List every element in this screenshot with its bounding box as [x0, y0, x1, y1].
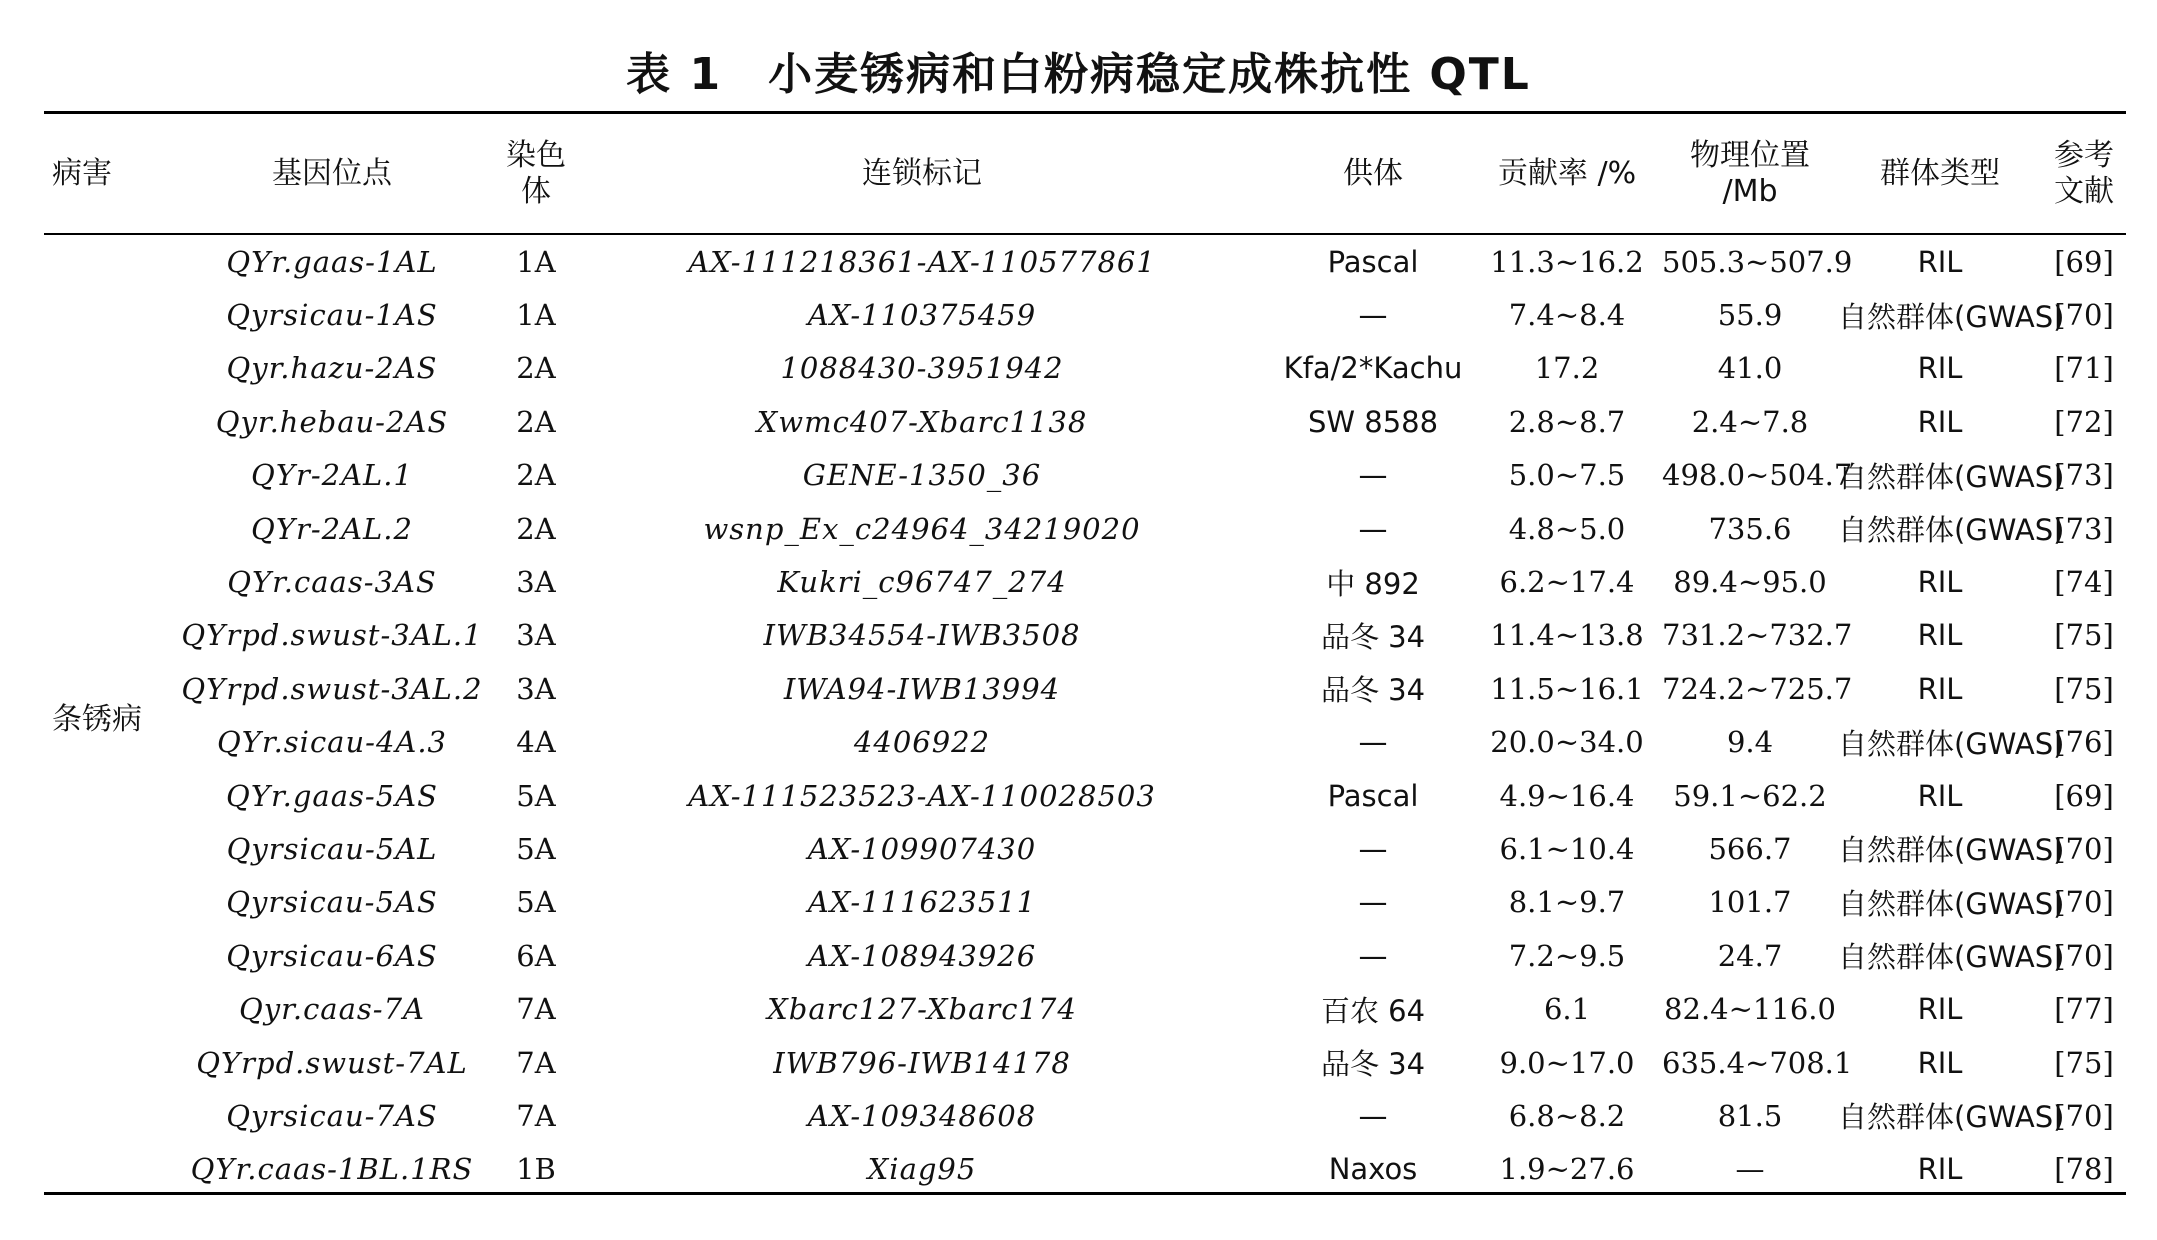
- reference-cell: [77]: [2054, 992, 2114, 1027]
- table-row: [44, 233, 2126, 288]
- population-cell: 自然群体(GWAS): [1838, 886, 2065, 921]
- header-row: [44, 114, 2126, 233]
- qtl-table: [44, 114, 2126, 1196]
- chromosome-cell: 3A: [516, 565, 556, 600]
- marker-cell: AX-109907430: [807, 831, 1037, 866]
- table-row: [44, 502, 2126, 555]
- chromosome-cell: 7A: [516, 1045, 556, 1080]
- marker-cell: IWA94-IWB13994: [783, 671, 1061, 706]
- table-row: [44, 822, 2126, 875]
- population-cell: RIL: [1917, 244, 1963, 279]
- reference-cell: [70]: [2054, 831, 2114, 866]
- table-row: [44, 449, 2126, 502]
- position-cell: 735.6: [1708, 511, 1792, 546]
- donor-cell: —: [1358, 938, 1388, 973]
- donor-cell: 品冬 34: [1320, 673, 1426, 708]
- reference-cell: [74]: [2054, 565, 2114, 600]
- chromosome-cell: 3A: [516, 618, 556, 653]
- marker-cell: 4406922: [853, 725, 991, 760]
- marker-cell: IWB34554-IWB3508: [763, 618, 1081, 653]
- donor-cell: Pascal: [1327, 244, 1419, 279]
- donor-cell: Naxos: [1328, 1152, 1418, 1187]
- marker-cell: wsnp_Ex_c24964_34219020: [703, 511, 1141, 546]
- reference-cell: [75]: [2054, 618, 2114, 653]
- locus-cell: QYr.gaas-5AS: [226, 778, 438, 813]
- locus-cell: Qyr.hebau-2AS: [215, 404, 449, 439]
- locus-cell: Qyrsicau-7AS: [226, 1098, 438, 1133]
- table-row: [44, 982, 2126, 1035]
- position-cell: 81.5: [1717, 1098, 1783, 1133]
- donor-cell: —: [1358, 885, 1388, 920]
- contribution-cell: 5.0~7.5: [1508, 458, 1626, 493]
- chromosome-cell: 1A: [516, 244, 556, 279]
- donor-cell: 品冬 34: [1320, 1047, 1426, 1082]
- donor-cell: SW 8588: [1307, 404, 1439, 439]
- locus-cell: Qyrsicau-5AL: [226, 831, 438, 866]
- table-row: [44, 929, 2126, 982]
- contribution-cell: 6.1: [1543, 992, 1591, 1027]
- contribution-cell: 6.8~8.2: [1508, 1098, 1626, 1133]
- contribution-cell: 9.0~17.0: [1499, 1045, 1635, 1080]
- header-chromosome-line2: 体: [521, 173, 551, 209]
- marker-cell: IWB796-IWB14178: [773, 1045, 1071, 1080]
- chromosome-cell: 2A: [516, 404, 556, 439]
- contribution-cell: 2.8~8.7: [1508, 404, 1626, 439]
- header-locus: 基因位点: [272, 155, 392, 191]
- chromosome-cell: 2A: [516, 351, 556, 386]
- marker-cell: AX-111218361-AX-110577861: [688, 244, 1156, 279]
- locus-cell: Qyrsicau-1AS: [226, 298, 438, 333]
- chromosome-cell: 2A: [516, 458, 556, 493]
- marker-cell: Xiag95: [867, 1152, 977, 1187]
- population-cell: RIL: [1917, 1152, 1963, 1187]
- position-cell: —: [1735, 1152, 1765, 1187]
- table-row: [44, 876, 2126, 929]
- table-row: [44, 662, 2126, 715]
- chromosome-cell: 5A: [516, 831, 556, 866]
- table-row: [44, 1036, 2126, 1089]
- marker-cell: AX-108943926: [807, 938, 1037, 973]
- contribution-cell: 8.1~9.7: [1508, 885, 1626, 920]
- contribution-cell: 11.5~16.1: [1490, 671, 1644, 706]
- reference-cell: [75]: [2054, 1045, 2114, 1080]
- contribution-cell: 1.9~27.6: [1499, 1152, 1635, 1187]
- locus-cell: QYr.gaas-1AL: [226, 244, 438, 279]
- locus-cell: QYrpd.swust-7AL: [196, 1045, 468, 1080]
- position-cell: 724.2~725.7: [1662, 671, 1853, 706]
- header-reference: [2042, 114, 2126, 233]
- header-marker: 连锁标记: [862, 155, 982, 191]
- table-row: [44, 1089, 2126, 1142]
- reference-cell: [70]: [2054, 298, 2114, 333]
- population-cell: 自然群体(GWAS): [1838, 513, 2065, 548]
- marker-cell: AX-109348608: [807, 1098, 1037, 1133]
- header-chromosome: [502, 114, 570, 233]
- population-cell: RIL: [1917, 565, 1963, 600]
- population-cell: RIL: [1917, 671, 1963, 706]
- locus-cell: QYr.sicau-4A.3: [216, 725, 448, 760]
- contribution-cell: 11.3~16.2: [1490, 244, 1644, 279]
- position-cell: 635.4~708.1: [1662, 1045, 1853, 1080]
- population-cell: RIL: [1917, 351, 1963, 386]
- population-cell: RIL: [1917, 778, 1963, 813]
- population-cell: 自然群体(GWAS): [1838, 940, 2065, 975]
- population-cell: 自然群体(GWAS): [1838, 459, 2065, 494]
- contribution-cell: 4.9~16.4: [1499, 778, 1635, 813]
- population-cell: RIL: [1917, 1045, 1963, 1080]
- reference-cell: [78]: [2054, 1152, 2114, 1187]
- marker-cell: Kukri_c96747_274: [777, 565, 1067, 600]
- reference-cell: [70]: [2054, 938, 2114, 973]
- locus-cell: Qyr.hazu-2AS: [226, 351, 438, 386]
- reference-cell: [76]: [2054, 725, 2114, 760]
- marker-cell: Xwmc407-Xbarc1138: [756, 404, 1088, 439]
- table-body: [44, 233, 2126, 1196]
- donor-cell: —: [1358, 458, 1388, 493]
- reference-cell: [69]: [2054, 778, 2114, 813]
- marker-cell: Xbarc127-Xbarc174: [767, 992, 1077, 1027]
- donor-cell: 品冬 34: [1320, 619, 1426, 654]
- locus-cell: QYr-2AL.2: [251, 511, 413, 546]
- marker-cell: AX-111623511: [807, 885, 1037, 920]
- contribution-cell: 7.4~8.4: [1508, 298, 1626, 333]
- reference-cell: [73]: [2054, 511, 2114, 546]
- reference-cell: [70]: [2054, 1098, 2114, 1133]
- locus-cell: QYr-2AL.1: [251, 458, 413, 493]
- donor-cell: —: [1358, 298, 1388, 333]
- marker-cell: 1088430-3951942: [780, 351, 1064, 386]
- reference-cell: [72]: [2054, 404, 2114, 439]
- donor-cell: —: [1358, 1098, 1388, 1133]
- chromosome-cell: 6A: [516, 938, 556, 973]
- header-disease: 病害: [52, 155, 112, 191]
- position-cell: 41.0: [1717, 351, 1783, 386]
- population-cell: 自然群体(GWAS): [1838, 833, 2065, 868]
- header-population: 群体类型: [1880, 155, 2000, 191]
- contribution-cell: 6.1~10.4: [1499, 831, 1635, 866]
- position-cell: 24.7: [1717, 938, 1783, 973]
- position-cell: 505.3~507.9: [1662, 244, 1853, 279]
- reference-cell: [73]: [2054, 458, 2114, 493]
- contribution-cell: 7.2~9.5: [1508, 938, 1626, 973]
- population-cell: RIL: [1917, 618, 1963, 653]
- position-cell: 498.0~504.7: [1662, 458, 1853, 493]
- table-row: [44, 769, 2126, 822]
- donor-cell: Pascal: [1327, 778, 1419, 813]
- marker-cell: AX-110375459: [807, 298, 1037, 333]
- table-row: [44, 342, 2126, 395]
- locus-cell: Qyr.caas-7A: [239, 992, 425, 1027]
- chromosome-cell: 3A: [516, 671, 556, 706]
- position-cell: 89.4~95.0: [1673, 565, 1827, 600]
- reference-cell: [69]: [2054, 244, 2114, 279]
- chromosome-cell: 4A: [516, 725, 556, 760]
- chromosome-cell: 2A: [516, 511, 556, 546]
- contribution-cell: 20.0~34.0: [1490, 725, 1644, 760]
- locus-cell: QYr.caas-3AS: [227, 565, 437, 600]
- position-cell: 59.1~62.2: [1673, 778, 1827, 813]
- locus-cell: Qyrsicau-6AS: [226, 938, 438, 973]
- chromosome-cell: 5A: [516, 885, 556, 920]
- population-cell: 自然群体(GWAS): [1838, 726, 2065, 761]
- disease-cell: 条锈病: [52, 701, 142, 737]
- contribution-cell: 17.2: [1534, 351, 1600, 386]
- locus-cell: QYrpd.swust-3AL.1: [181, 618, 483, 653]
- contribution-cell: 6.2~17.4: [1499, 565, 1635, 600]
- contribution-cell: 11.4~13.8: [1490, 618, 1644, 653]
- marker-cell: GENE-1350_36: [802, 458, 1042, 493]
- marker-cell: AX-111523523-AX-110028503: [688, 778, 1156, 813]
- donor-cell: —: [1358, 725, 1388, 760]
- locus-cell: QYr.caas-1BL.1RS: [190, 1152, 474, 1187]
- donor-cell: —: [1358, 831, 1388, 866]
- header-contribution: 贡献率 /%: [1497, 155, 1637, 191]
- population-cell: 自然群体(GWAS): [1838, 1100, 2065, 1135]
- table-row: [44, 555, 2126, 608]
- chromosome-cell: 1A: [516, 298, 556, 333]
- table-title: 表 1 小麦锈病和白粉病稳定成株抗性 QTL: [626, 49, 1531, 100]
- locus-cell: Qyrsicau-5AS: [226, 885, 438, 920]
- position-cell: 82.4~116.0: [1664, 992, 1836, 1027]
- header-chromosome-line1: 染色: [506, 137, 566, 173]
- donor-cell: —: [1358, 511, 1388, 546]
- reference-cell: [71]: [2054, 351, 2114, 386]
- table-row: [44, 395, 2126, 448]
- header-reference-line1: 参考: [2054, 137, 2114, 173]
- chromosome-cell: 7A: [516, 992, 556, 1027]
- table-row: [44, 609, 2126, 662]
- chromosome-cell: 7A: [516, 1098, 556, 1133]
- position-cell: 566.7: [1708, 831, 1792, 866]
- locus-cell: QYrpd.swust-3AL.2: [181, 671, 483, 706]
- reference-cell: [75]: [2054, 671, 2114, 706]
- position-cell: 2.4~7.8: [1691, 404, 1809, 439]
- table-row: [44, 1143, 2126, 1196]
- position-cell: 101.7: [1708, 885, 1792, 920]
- population-cell: RIL: [1917, 992, 1963, 1027]
- donor-cell: 百农 64: [1320, 993, 1426, 1028]
- position-cell: 55.9: [1717, 298, 1783, 333]
- header-reference-line2: 文献: [2054, 173, 2114, 209]
- position-cell: 9.4: [1726, 725, 1774, 760]
- donor-cell: 中 892: [1326, 566, 1420, 601]
- header-position: 物理位置 /Mb: [1690, 137, 1810, 209]
- population-cell: 自然群体(GWAS): [1838, 299, 2065, 334]
- donor-cell: Kfa/2*Kachu: [1283, 351, 1463, 386]
- population-cell: RIL: [1917, 404, 1963, 439]
- chromosome-cell: 1B: [516, 1152, 556, 1187]
- table-row: [44, 288, 2126, 341]
- reference-cell: [70]: [2054, 885, 2114, 920]
- header-donor: 供体: [1343, 155, 1403, 191]
- chromosome-cell: 5A: [516, 778, 556, 813]
- position-cell: 731.2~732.7: [1662, 618, 1853, 653]
- contribution-cell: 4.8~5.0: [1508, 511, 1626, 546]
- table-row: [44, 716, 2126, 769]
